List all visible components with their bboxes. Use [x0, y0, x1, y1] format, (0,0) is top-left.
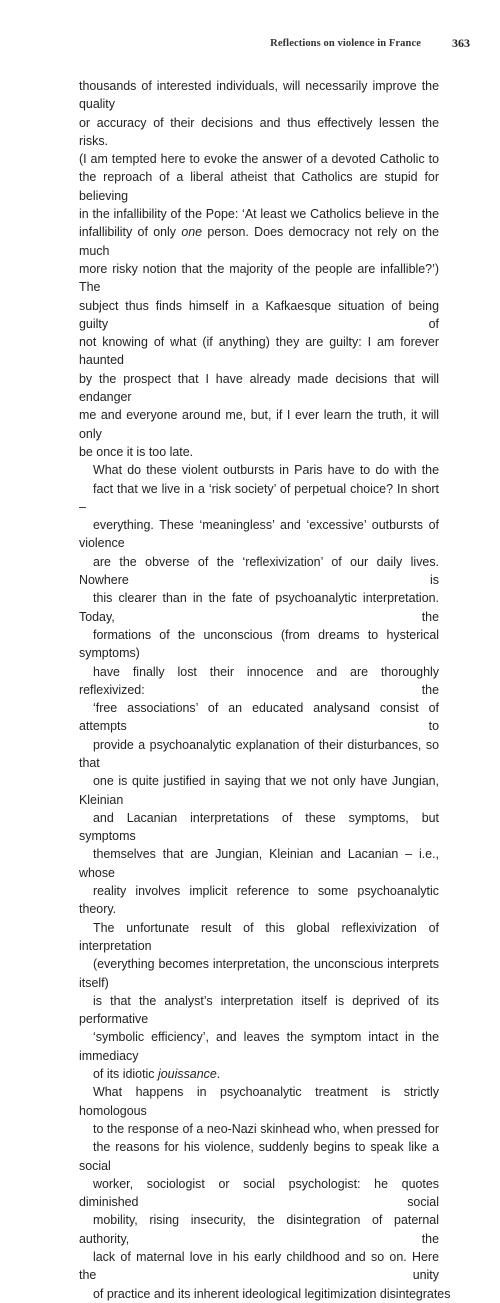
text-segment: of its idiotic — [93, 1067, 158, 1082]
text-line: formations of the unconscious (from dreams to hysterical symptoms) — [79, 627, 439, 661]
text-line: the reasons for his violence, suddenly begins to speak like a social — [79, 1140, 439, 1173]
text-line: provide a psychoanalytic explanation of their disturbances, so that — [79, 737, 439, 770]
text-line: are the obverse of the ‘reflexivization’ of our daily lives. Nowhere is — [79, 554, 439, 588]
page-header — [0, 36, 500, 54]
text-line: by the prospect that I have already made decisions that will endanger — [79, 371, 439, 405]
text-line — [79, 223, 439, 260]
text-line: be once it is too late. — [79, 444, 194, 459]
text-line: lack of maternal love in his early childhood and so on. Here the unity — [79, 1250, 439, 1283]
text-line: everything. These ‘meaningless’ and ‘excessive’ outbursts of violence — [79, 518, 439, 551]
text-line: and Lacanian interpretations of these symptoms, but symptoms — [79, 810, 439, 844]
paragraph-2 — [79, 461, 439, 1083]
text-line: the reproach of a liberal atheist that Catholics are stupid for believing — [79, 170, 439, 203]
text-line: worker, sociologist or social psychologist: he quotes diminished social — [79, 1176, 439, 1210]
text-line: reality involves implicit reference to some psychoanalytic theory. — [79, 884, 439, 917]
text-line: me and everyone around me, but, if I ever learn the truth, it will only — [79, 408, 439, 441]
running-head: Reflections on violence in France — [270, 38, 421, 49]
text-line: ‘symbolic efficiency’, and leaves the symptom intact in the immediacy — [79, 1030, 439, 1063]
text-line: or accuracy of their decisions and thus effectively lessen the risks. — [79, 115, 439, 148]
text-line: not knowing of what (if anything) they are guilty: I am forever haunted — [79, 335, 439, 368]
text-line: themselves that are Jungian, Kleinian and Lacanian – i.e., whose — [79, 847, 439, 880]
text-line: thousands of interested individuals, will necessarily improve the quality — [79, 79, 439, 112]
italic-text: jouissance — [157, 1067, 217, 1082]
text-line: this clearer than in the fate of psychoanalytic interpretation. Today, the — [79, 591, 439, 624]
text-line: have finally lost their innocence and are thoroughly reflexivized: the — [79, 664, 439, 697]
text-line: mobility, rising insecurity, the disintegration of paternal authority, the — [79, 1213, 439, 1246]
text-line: ‘free associations’ of an educated analysand consist of attempts to — [79, 701, 439, 734]
italic-text: one — [181, 225, 203, 240]
text-segment: person. Does democracy not rely on the much — [79, 225, 440, 258]
text-line: one is quite justified in saying that we not only have Jungian, Kleinian — [79, 774, 439, 807]
body-text — [79, 77, 451, 1303]
text-segment: . — [216, 1067, 221, 1082]
paragraph-3 — [79, 1083, 451, 1303]
text-line: What do these violent outbursts in Paris have to do with the — [93, 463, 439, 478]
text-line: is that the analyst’s interpretation itself is deprived of its performative — [79, 993, 439, 1027]
page-number: 363 — [452, 36, 470, 50]
text-line: The unfortunate result of this global reflexivization of interpretation — [79, 920, 439, 953]
paragraph-1 — [79, 77, 439, 461]
text-line: more risky notion that the majority of the people are infallible?’) The — [79, 261, 439, 295]
text-line — [79, 1065, 439, 1083]
text-line: (I am tempted here to evoke the answer of a devoted Catholic to — [79, 152, 439, 167]
text-line: fact that we live in a ‘risk society’ of perpetual choice? In short – — [79, 481, 439, 514]
text-line: (everything becomes interpretation, the unconscious interprets itself) — [79, 957, 439, 990]
text-line: subject thus finds himself in a Kafkaesque situation of being guilty of — [79, 298, 439, 331]
text-segment: infallibility of only — [79, 225, 182, 240]
text-line: of practice and its inherent ideological legitimization disintegrates — [93, 1286, 451, 1301]
text-line: What happens in psychoanalytic treatment is strictly homologous — [79, 1085, 439, 1118]
text-line: to the response of a neo-Nazi skinhead who, when pressed for — [93, 1121, 439, 1136]
text-line: in the infallibility of the Pope: ‘At least we Catholics believe in the — [79, 207, 439, 222]
